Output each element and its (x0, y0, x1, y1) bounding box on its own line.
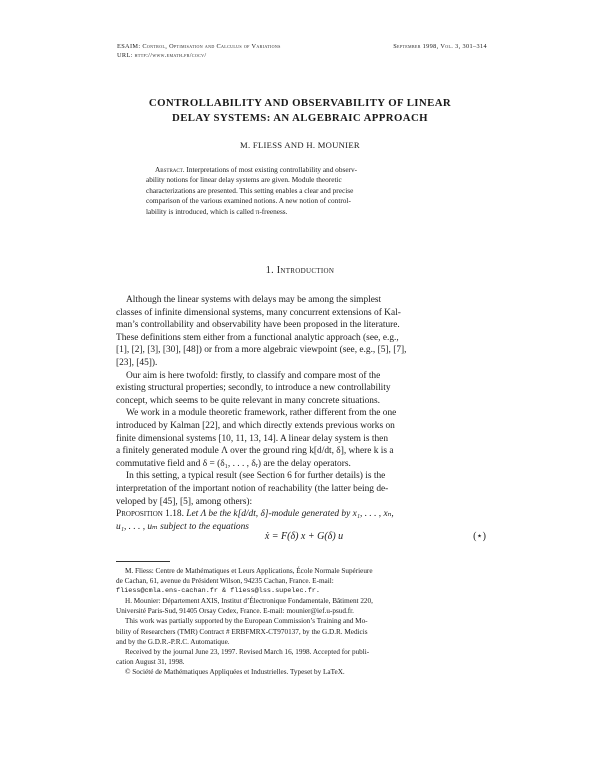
journal-name: ESAIM: Control, Optimisation and Calculus of Variations (117, 43, 281, 50)
body-line: veloped by [45], [5], among others): (116, 496, 253, 507)
abstract-label: Abstract. (155, 165, 185, 174)
section-heading (100, 265, 500, 276)
body-line: a finitely generated module Λ over the ground ring k[d/dt, δ], where k is a (116, 446, 394, 457)
footnote-line: H. Mounier: Département AXIS, Institut d’Électronique Fondamentale, Bâtiment 220, (125, 597, 373, 606)
section-number: 1. (265, 265, 274, 276)
body-line: [23], [45]). (116, 357, 158, 368)
equation-formula: ẋ = F(δ) x + G(δ) u (264, 531, 344, 542)
journal-url[interactable]: URL: http://www.emath.fr/cocv/ (117, 52, 207, 59)
issue-info: September 1998, Vol. 3, 301–314 (393, 43, 487, 50)
body-line: [1], [2], [3], [30], [48]) or from a more algebraic viewpoint (see, e.g., [5], [7], (116, 345, 407, 356)
abstract-line: lability is introduced, which is called π-freeness. (146, 206, 288, 216)
equation-tag: (⋆) (473, 531, 486, 542)
abstract-line (146, 165, 456, 175)
footnote-line: cation August 31, 1998. (116, 657, 185, 666)
footnote-line: de Cachan, 61, avenue du Président Wilson, 94235 Cachan, France. E-mail: (116, 577, 334, 586)
body-line: finite dimensional systems [10, 11, 13, 14]. A linear delay system is then (116, 433, 389, 444)
footnote-line: and by the G.D.R.-P.R.C. Automatique. (116, 637, 230, 646)
footnote-line: © Société de Mathématiques Appliquées et Industrielles. Typeset by LaTeX. (125, 667, 345, 676)
abstract-line: comparison of the various examined notions. A new notion of control- (146, 196, 351, 206)
abstract-line: characterizations are presented. This setting enables a clear and precise (146, 185, 354, 195)
section-title: Introduction (276, 265, 335, 276)
body-line: introduced by Kalman [22], and which directly extends previous works on (116, 420, 395, 431)
footnote-line: M. Fliess: Centre de Mathématiques et Leurs Applications, École Normale Supérieure (125, 567, 373, 575)
title-line: DELAY SYSTEMS: AN ALGEBRAIC APPROACH (172, 112, 428, 124)
proposition-line (116, 508, 492, 521)
body-line: Our aim is here twofold: firstly, to classify and compare most of the (126, 370, 381, 381)
footnote-line: Received by the journal June 23, 1997. Revised March 16, 1998. Accepted for publi- (125, 647, 370, 656)
body-line: concept, which seems to be quite relevant in many concrete situations. (116, 395, 380, 406)
body-line: man’s controllability and observability have been proposed in the literature. (116, 320, 400, 331)
body-line: classes of infinite dimensional systems, many concurrent extensions of Kal- (116, 307, 401, 318)
abstract-text: Interpretations of most existing controllability and observ- (184, 165, 358, 174)
body-line: commutative field and δ = (δ₁, . . . , δᵣ) are the delay operators. (116, 458, 351, 469)
footnote-line: Université Paris-Sud, 91405 Orsay Cedex, France. E-mail: mounier@ief.u-psud.fr. (116, 607, 354, 616)
paper-title (100, 96, 500, 126)
body-line: existing structural properties; secondly, to introduce a new controllability (116, 383, 391, 394)
abstract-line: ability notions for linear delay systems are given. Module theoretic (146, 175, 342, 185)
proposition-text: Let Λ be the k[d/dt, δ]-module generated by x₁, . . . , xₙ, (183, 509, 394, 520)
running-header (117, 42, 487, 60)
body-line: In this setting, a typical result (see Section 6 for further details) is the (126, 471, 386, 482)
footnote-line: bility of Researchers (TMR) Contract # ERBFMRX-CT970137, by the G.D.R. Medicis (116, 627, 368, 636)
body-text (116, 294, 492, 533)
proposition-label: Proposition 1.18. (116, 509, 184, 520)
footnote-rule (116, 561, 170, 562)
title-line: CONTROLLABILITY AND OBSERVABILITY OF LINEAR (148, 97, 452, 109)
footnote-line: fliess@cmla.ens-cachan.fr & fliess@lss.supelec.fr. (116, 587, 320, 596)
abstract (146, 165, 456, 217)
body-line: We work in a module theoretic framework, rather different from the one (126, 408, 397, 419)
authors: M. FLIESS AND H. MOUNIER (240, 140, 360, 150)
body-line: interpretation of the important notion of reachability (the latter being de- (116, 483, 389, 494)
equation (116, 531, 492, 545)
body-line: These definitions stem either from a functional analytic approach (see, e.g., (116, 332, 399, 343)
proposition-line: u₁, . . . , uₘ subject to the equations (116, 521, 249, 532)
footnotes (116, 566, 492, 677)
body-line: Although the linear systems with delays may be among the simplest (126, 295, 382, 305)
footnote-line: This work was partially supported by the European Commission’s Training and Mo- (125, 617, 368, 626)
